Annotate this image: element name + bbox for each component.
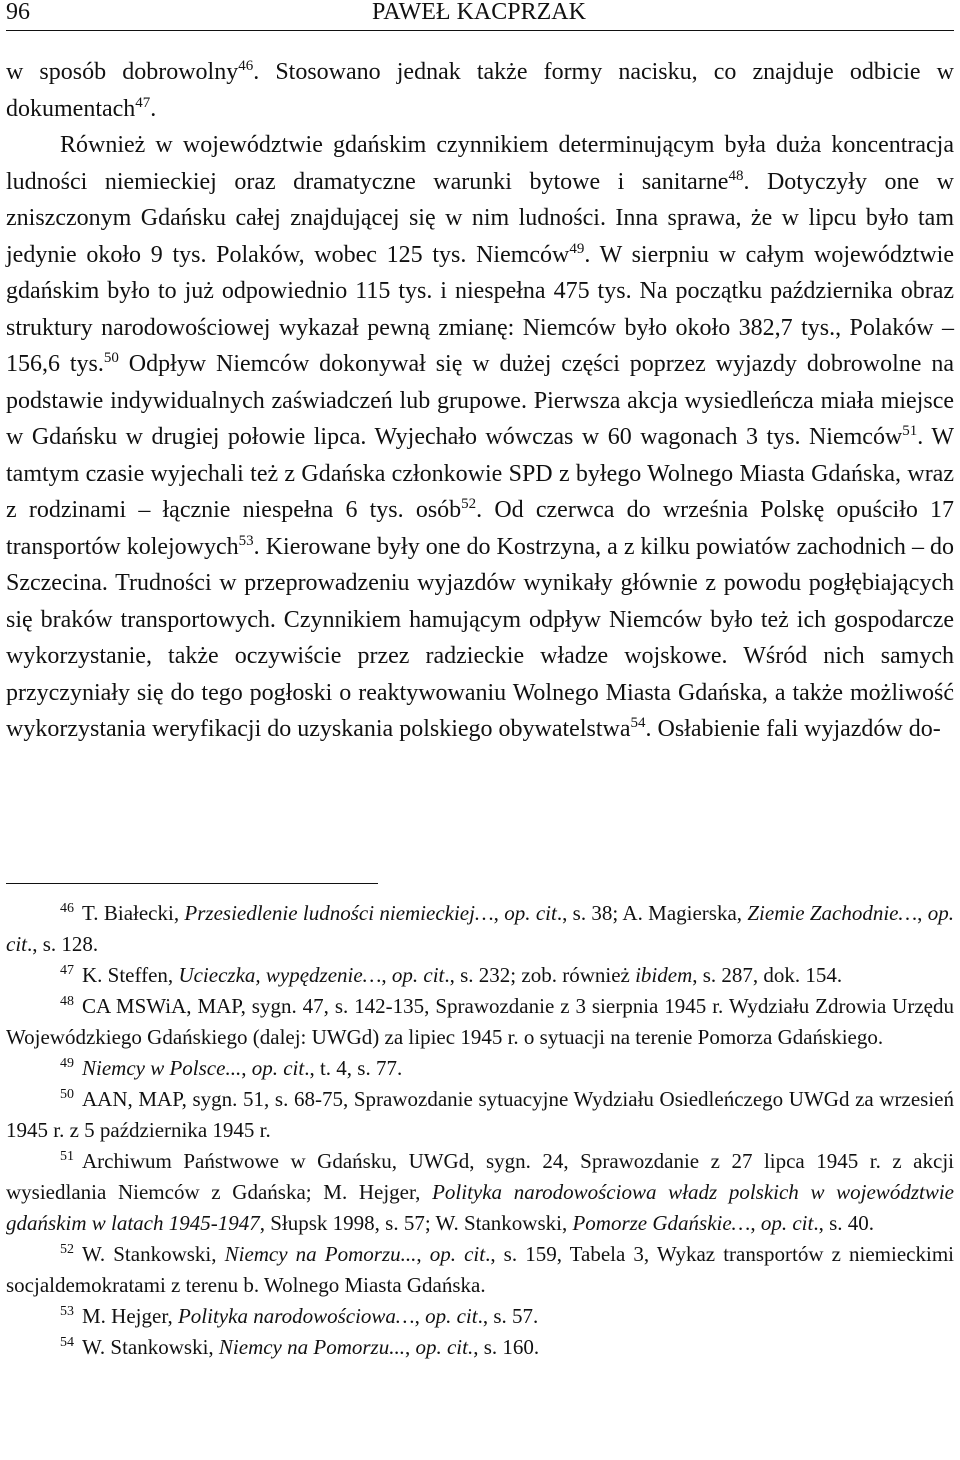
text-run: Archiwum Państwowe w Gdańsku, UWGd, sygn. 24, Sprawozdanie z 27 lipca 1945 r. z akcji wysiedlania Niemców z Gdańska; M. Hejger, (6, 1149, 954, 1204)
text-run: , Słupsk 1998, s. 57; W. Stankowski, (259, 1211, 573, 1235)
footnote (6, 1332, 954, 1363)
footnote (6, 1239, 954, 1301)
footnote-ref[interactable]: 50 (103, 350, 119, 366)
footnote (6, 1053, 954, 1084)
paragraph (6, 54, 954, 127)
italic-text: op. cit (760, 1211, 814, 1235)
text-run: . Kierowane były one do Kostrzyna, a z kilku powiatów zachodnich – do Szczecina. Trudności w przeprowadzeniu wyjazdów wynikały głównie z powodu pogłębiających się braków transportowych. Czynnikiem hamującym odpływ Niemców było też ich gospodarcze wykorzystanie, także oczywiście przez radzieckie władze wojskowe. Wśród nich samych przyczyniały się do tego pogłoski o reaktywowaniu Wolnego Miasta Gdańska, a także możliwość wykorzystania weryfikacji do uzyskania polskiego obywatelstwa (6, 533, 954, 742)
text-run: ., s. 38; A. Magierska, (556, 901, 748, 925)
text-run: , (416, 1242, 430, 1266)
footnote (6, 898, 954, 960)
footnote-number: 54 (60, 1335, 74, 1350)
page-number: 96 (6, 0, 30, 25)
text-run: ., s. 128. (27, 932, 99, 956)
footnote-number: 46 (60, 901, 74, 916)
text-run: W. Stankowski, (82, 1335, 219, 1359)
text-run: , (381, 963, 392, 987)
footnote-ref[interactable]: 49 (569, 240, 585, 257)
text-run: AAN, MAP, sygn. 51, s. 68-75, Sprawozdanie sytuacyjne Wydziału Osiedleńczego UWGd za wrzesień 1945 r. z 5 października 1945 r. (6, 1087, 954, 1142)
text-run: Odpływ Niemców dokonywał się w dużej części poprzez wyjazdy dobrowolne na podstawie indywidualnych zaświadczeń lub grupowe. Pierwsza akcja wysiedleńcza miała miejsce w Gdańsku w drugiej połowie lipca. Wyjechało wówczas w 60 wagonach 3 tys. Niemców (6, 351, 954, 450)
text-run: K. Steffen, (82, 963, 179, 987)
text-run: ., s. 40. (813, 1211, 875, 1235)
text-run: , (241, 1056, 252, 1080)
text-run: ., t. 4, s. 77. (304, 1056, 403, 1080)
footnote-ref[interactable]: 51 (902, 423, 918, 439)
footnote-ref[interactable]: 46 (238, 58, 254, 74)
page-header (6, 0, 952, 26)
italic-text: op. cit (6, 901, 955, 956)
text-run: , (404, 1335, 416, 1359)
italic-text: op. cit (429, 1242, 486, 1266)
running-head: PAWEŁ KACPRZAK (372, 0, 586, 25)
text-run: w sposób dobrowolny (6, 59, 239, 85)
text-run: , (750, 1211, 761, 1235)
text-run: , (493, 901, 505, 925)
italic-text: op. cit (504, 901, 557, 925)
footnote-separator (6, 883, 378, 884)
footnote (6, 1084, 954, 1146)
text-run: . (150, 95, 157, 122)
italic-text: ibidem (635, 963, 693, 987)
italic-text: op. cit (251, 1056, 305, 1080)
italic-title: Przesiedlenie ludności niemieckiej… (184, 901, 494, 925)
text-run: , s. 160. (473, 1335, 540, 1359)
text-run: , (917, 901, 928, 925)
footnote-ref[interactable]: 52 (461, 496, 477, 512)
paragraph (6, 127, 954, 748)
text-run: CA MSWiA, MAP, sygn. 47, s. 142-135, Sprawozdanie z 3 sierpnia 1945 r. Wydziału Zdrowia Urzędu Wojewódzkiego Gdańskiego (dalej: UWGd) za lipiec 1945 r. o sytuacji na terenie Pomorza Gdańskiego. (6, 994, 954, 1049)
text-run: W. Stankowski, (82, 1242, 225, 1266)
italic-title: Niemcy na Pomorzu... (218, 1335, 405, 1359)
text-run: . W tamtym czasie wyjechali też z Gdańska członkowie SPD z byłego Wolnego Miasta Gdańska, wraz z rodzinami – łącznie niespełna 6 tys. osób (6, 424, 954, 523)
italic-title: Niemcy w Polsce... (82, 1056, 242, 1080)
italic-title: Niemcy na Pomorzu... (224, 1242, 417, 1266)
footnote (6, 1301, 954, 1332)
text-run: Również w województwie gdańskim czynnikiem determinującym była duża koncentracja ludności niemieckiej oraz dramatyczne warunki bytowe i sanitarne (6, 132, 954, 195)
footnote-ref[interactable]: 53 (238, 532, 254, 549)
text-run: . Osłabienie fali wyjazdów do- (645, 716, 941, 742)
footnote (6, 991, 954, 1053)
italic-title: Polityka narodowościowa władz polskich w województwie gdańskim w latach 1945-1947 (6, 1180, 954, 1235)
footnote-number: 50 (60, 1087, 74, 1102)
italic-title: Pomorze Gdańskie… (572, 1211, 751, 1235)
text-run: , (414, 1304, 426, 1328)
footnote (6, 1146, 954, 1239)
italic-text: op. cit. (415, 1335, 474, 1359)
italic-title: Polityka narodowościowa… (177, 1304, 415, 1328)
text-run: ., s. 232; zob. również (444, 963, 636, 987)
text-run: . Od czerwca do września Polskę opuściło 17 transportów kolejowych (6, 497, 954, 560)
italic-title: Ucieczka, wypędzenie… (178, 963, 382, 987)
text-run: ., s. 159, Tabela 3, Wykaz transportów z niemieckimi socjaldemokratami z terenu b. Wolnego Miasta Gdańska. (6, 1242, 954, 1297)
header-rule (6, 30, 954, 31)
footnote-ref[interactable]: 54 (630, 715, 646, 731)
footnote-number: 53 (60, 1304, 74, 1319)
text-run: . W sierpniu w całym województwie gdańskim było to już odpowiednio 115 tys. i niespełna 475 tys. Na początku października obraz struktury narodowościowej wykazał pewną zmianę: Niemców było około 382,7 tys., Polaków – 156,6 tys. (6, 241, 954, 377)
italic-text: op. cit (425, 1304, 478, 1328)
footnote-number: 47 (60, 963, 74, 978)
footnote (6, 960, 954, 991)
text-run: . Dotyczyły one w zniszczonym Gdańsku całej znajdującej się w nim ludności. Inna sprawa, że w lipcu było tam jedynie około 9 tys. Polaków, wobec 125 tys. Niemców (6, 168, 954, 268)
text-run: . Stosowano jednak także formy nacisku, co znajduje odbicie w dokumentach (6, 59, 954, 122)
footnote-number: 49 (60, 1056, 74, 1071)
footnote-number: 51 (60, 1149, 74, 1164)
footnote-ref[interactable]: 48 (728, 167, 744, 184)
footnote-number: 52 (60, 1242, 74, 1257)
text-run: T. Białecki, (82, 901, 185, 925)
footnotes (6, 898, 954, 1363)
text-run: ., s. 57. (477, 1304, 539, 1328)
text-run: , s. 287, dok. 154. (692, 963, 843, 987)
footnote-ref[interactable]: 47 (135, 94, 151, 111)
footnote-number: 48 (60, 994, 74, 1009)
italic-text: op. cit (391, 963, 445, 987)
italic-title: Ziemie Zachodnie… (747, 901, 918, 925)
text-run: M. Hejger, (82, 1304, 178, 1328)
main-text (6, 54, 954, 748)
